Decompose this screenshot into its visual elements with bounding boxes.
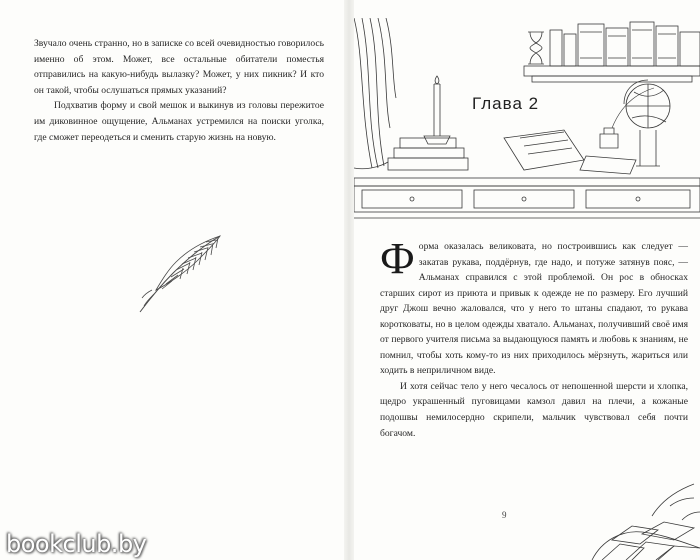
chapter-title: Глава 2 — [472, 94, 540, 113]
right-page-text — [380, 234, 688, 441]
left-page — [0, 0, 344, 560]
left-paragraph-1: Звучало очень странно, но в записке со всей очевидностью говорилось именно об этом. Может, все остальные обитатели поместья отправились на какую-нибудь вылазку? Может, у них пикник? И кто он такой, чтобы ослушаться прямых указаний? — [34, 38, 324, 96]
watermark: bookclub.by — [6, 530, 147, 558]
book-gutter — [344, 0, 354, 560]
page-number: 9 — [502, 510, 507, 520]
left-paragraph-2: Подхватив форму и свой мешок и выкинув из головы пережитое им диковинное ощущение, Альманах устремился на поиски уголка, где сможет переодеться и сменить старую жизнь на новую. — [34, 100, 324, 143]
chapter-header-illustration — [354, 18, 700, 223]
quill-feather-illustration — [128, 228, 228, 318]
drop-cap: Ф — [380, 234, 415, 283]
right-paragraph-1-text: орма оказалась великовата, но построившись как следует — закатав рукава, поддёрнув, где надо, и потуже затянув пояс, — Альманах справился с этой проблемой. Он рос в обносках старших сирот из приюта и привык к одежде не по размеру. Его лучший друг Джош вечно жаловался, что у него то штаны спадают, то рукава коротковаты, но в целом одежды хватало. Альманах, получивший своё имя от первого учителя письма за выдающуюся память и любовь к знаниям, не помнил, чтобы хоть кому-то из них приходилось мёрзнуть, жариться или ходить в неприличном виде. — [380, 241, 688, 377]
right-paragraph-2: И хотя сейчас тело у него чесалось от непошенной шерсти и хлопка, щедро украшенный пуговицами камзол давил на плечи, а кожаные подошвы немилосердно скрипели, мальчик чувствовал себя почти богачом. — [380, 380, 688, 439]
right-page — [354, 0, 700, 560]
right-paragraph-1 — [380, 234, 688, 379]
left-page-text — [34, 36, 324, 145]
stacked-books-illustration — [582, 460, 700, 560]
